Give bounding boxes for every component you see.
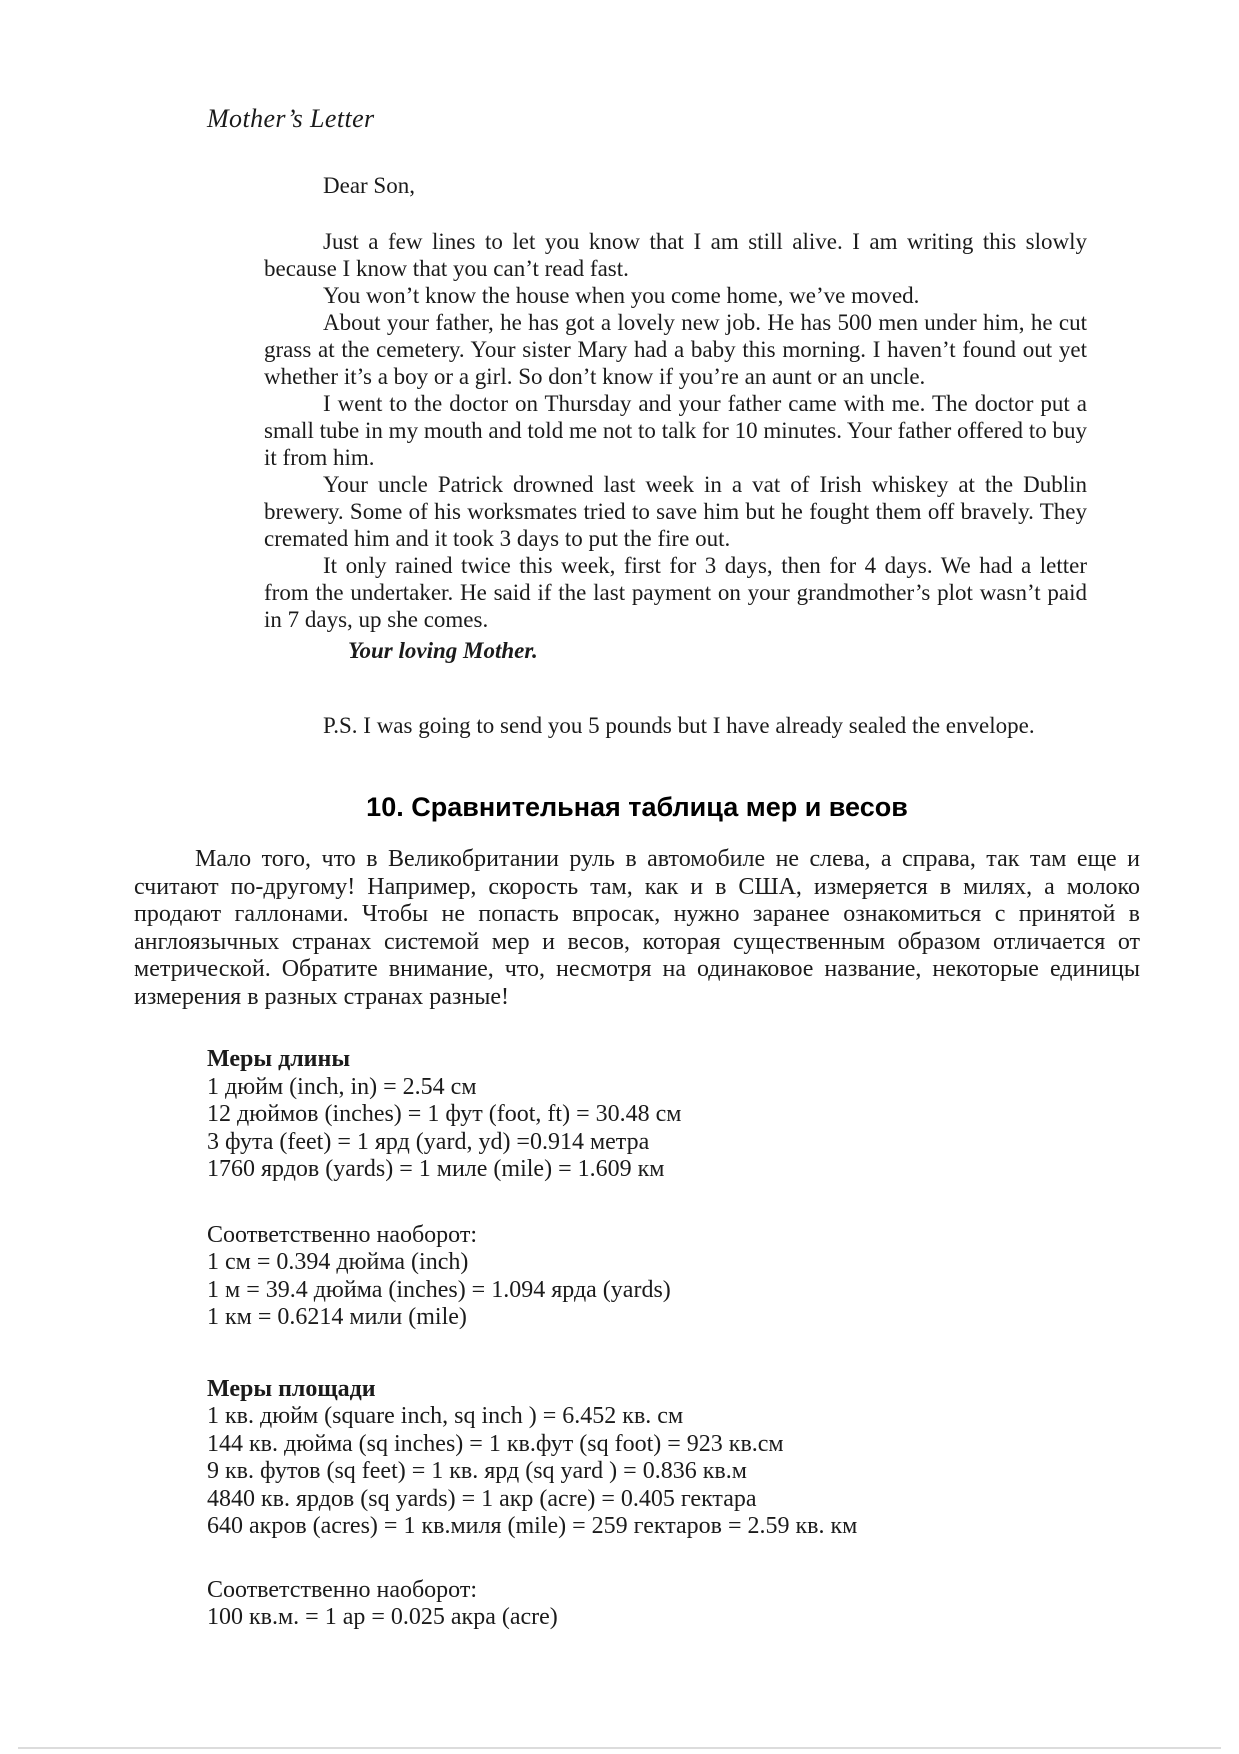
letter-salutation: Dear Son, bbox=[323, 173, 415, 198]
measure-line: 3 фута (feet) = 1 ярд (yard, yd) =0.914 метра bbox=[207, 1128, 650, 1155]
measure-line: 1760 ярдов (yards) = 1 миле (mile) = 1.609 км bbox=[207, 1156, 665, 1182]
letter-title: Mother’s Letter bbox=[207, 104, 375, 133]
measure-line: 1 м = 39.4 дюйма (inches) = 1.094 ярда (yards) bbox=[207, 1276, 671, 1303]
measure-line: 9 кв. футов (sq feet) = 1 кв. ярд (sq yard ) = 0.836 кв.м bbox=[207, 1458, 747, 1484]
measures-tables bbox=[207, 1046, 1107, 1632]
area-measures-block bbox=[207, 1376, 1107, 1541]
measure-line: 1 дюйм (inch, in) = 2.54 см bbox=[207, 1073, 477, 1100]
letter-paragraph: Just a few lines to let you know that I am still alive. I am writing this slowly because I know that you can’t read fast. bbox=[264, 229, 1087, 281]
letter-paragraph: It only rained twice this week, first for 3 days, then for 4 days. We had a letter from the undertaker. He said if the last payment on your grandmother’s plot wasn’t paid in 7 days, up she comes. bbox=[264, 553, 1087, 632]
measure-line: 1 км = 0.6214 мили (mile) bbox=[207, 1304, 467, 1330]
letter-paragraph: I went to the doctor on Thursday and your father came with me. The doctor put a small tube in my mouth and told me not to talk for 10 minutes. Your father offered to buy it from him. bbox=[264, 391, 1087, 470]
letter-paragraph: Your uncle Patrick drowned last week in a vat of Irish whiskey at the Dublin brewery. Some of his worksmates tried to save him but he fought them off bravely. They cremated him and it took 3 days to put the fire out. bbox=[264, 472, 1087, 551]
length-reverse-block bbox=[207, 1222, 1107, 1332]
length-measures-heading: Меры длины bbox=[207, 1046, 351, 1072]
measure-line: 640 акров (acres) = 1 кв.миля (mile) = 259 гектаров = 2.59 кв. км bbox=[207, 1513, 858, 1539]
area-reverse-block bbox=[207, 1577, 1107, 1632]
measure-line: 144 кв. дюйма (sq inches) = 1 кв.фут (sq foot) = 923 кв.см bbox=[207, 1430, 784, 1457]
mothers-letter bbox=[264, 172, 1087, 739]
area-reverse-heading: Соответственно наоборот: bbox=[207, 1576, 478, 1603]
length-reverse-heading: Соответственно наоборот: bbox=[207, 1221, 478, 1248]
letter-paragraph: About your father, he has got a lovely new job. He has 500 men under him, he cut grass at the cemetery. Your sister Mary had a baby this morning. I haven’t found out yet whether it’s a boy or a girl. So don’t know if you’re an aunt or an uncle. bbox=[264, 310, 1087, 389]
letter-postscript: P.S. I was going to send you 5 pounds but I have already sealed the envelope. bbox=[323, 713, 1035, 738]
letter-signature: Your loving Mother. bbox=[348, 638, 538, 663]
area-measures-heading: Меры площади bbox=[207, 1375, 376, 1402]
measure-line: 1 кв. дюйм (square inch, sq inch ) = 6.452 кв. см bbox=[207, 1403, 684, 1429]
measure-line: 1 см = 0.394 дюйма (inch) bbox=[207, 1249, 469, 1275]
length-measures-block bbox=[207, 1046, 1107, 1184]
measure-line: 100 кв.м. = 1 ар = 0.025 акра (acre) bbox=[207, 1604, 558, 1630]
section-heading: 10. Сравнительная таблица мер и весов bbox=[366, 792, 908, 822]
page-bottom-scan-edge bbox=[18, 1747, 1221, 1749]
measure-line: 4840 кв. ярдов (sq yards) = 1 акр (acre) = 0.405 гектара bbox=[207, 1485, 757, 1512]
section-intro-paragraph: Мало того, что в Великобритании руль в автомобиле не слева, а справа, так там еще и считают по-другому! Например, скорость там, как и в США, измеряется в милях, а молоко продают галлонами. Чтобы не попасть впросак, нужно заранее ознакомиться с принятой в англоязычных странах системой мер и весов, которая существенным образом отличается от метрической. Обратите внимание, что, несмотря на одинаковое название, некоторые единицы измерения в разных странах разные! bbox=[134, 846, 1140, 1010]
measure-line: 12 дюймов (inches) = 1 фут (foot, ft) = 30.48 см bbox=[207, 1101, 682, 1127]
letter-paragraph: You won’t know the house when you come home, we’ve moved. bbox=[323, 283, 920, 308]
